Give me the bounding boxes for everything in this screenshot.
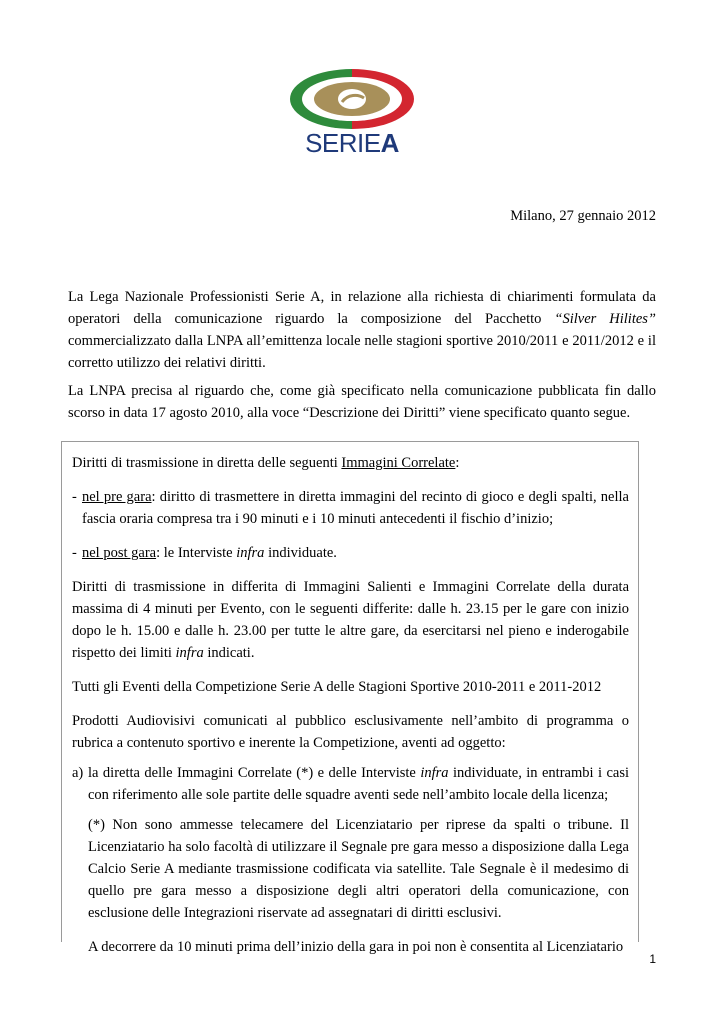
serie-a-emblem-icon <box>286 66 418 130</box>
serie-a-logo <box>286 66 418 166</box>
products-paragraph: Prodotti Audiovisivi comunicati al pubblico esclusivamente nell’ambito di programma o rubrica a contenuto sportivo e inerente la Competizione, aventi ad oggetto: <box>72 713 629 751</box>
document-date: Milano, 27 gennaio 2012 <box>510 208 656 224</box>
events-paragraph: Tutti gli Eventi della Competizione Serie A delle Stagioni Sportive 2010-2011 e 2011-2012 <box>72 679 602 695</box>
intro-section <box>68 286 656 430</box>
logo-wordmark: SERIEA <box>305 128 399 158</box>
intro-paragraph-2: La LNPA precisa al riguardo che, come già specificato nella comunicazione pubblicata fin dallo scorso in data 17 agosto 2010, alla voce “Descrizione dei Diritti” viene specificato quanto segue. <box>68 383 656 421</box>
note-paragraph: (*) Non sono ammesse telecamere del Licenziatario per riprese da spalti o tribune. Il Licenziatario ha solo facoltà di utilizzare il Segnale pre gara messo a disposizione dalla Lega Calcio Serie A mediante trasmissione codificata via satellite. Tale Segnale è il medesimo di quello pre gara messo a disposizione degli altri operatori della comunicazione, con esclusione delle Integrazioni riservate ad assegnatari di diritti esclusivi. <box>88 817 629 921</box>
deferred-rights-paragraph: Diritti di trasmissione in differita di Immagini Salienti e Immagini Correlate della durata massima di 4 minuti per Evento, con le seguenti differite: dalle h. 23.15 per le gare con inizio dopo le h. 15.00 e dalle h. 23.00 per tutte le altre gare, da esercitarsi nel pieno e inderogabile rispetto dei limiti infra indicati. <box>72 579 629 661</box>
post-match-item: - nel post gara: le Interviste infra individuate. <box>72 545 337 561</box>
last-paragraph: A decorrere da 10 minuti prima dell’inizio della gara in poi non è consentita al Licenziatario <box>88 939 624 955</box>
page-number: 1 <box>649 952 656 966</box>
list-item-a: a) la diretta delle Immagini Correlate (*) e delle Interviste infra individuate, in entrambi i casi con riferimento alle sole partite delle squadre aventi sede nell’ambito locale della licenza; <box>72 765 630 803</box>
live-rights-heading: Diritti di trasmissione in diretta delle seguenti Immagini Correlate: <box>72 455 460 471</box>
rights-description-box <box>61 441 639 955</box>
intro-paragraph-1: La Lega Nazionale Professionisti Serie A, in relazione alla richiesta di chiarimenti formulata da operatori della comunicazione riguardo la composizione del Pacchetto “Silver Hilites” commercializzato dalla LNPA all’emittenza locale nelle stagioni sportive 2010/2011 e 2011/2012 e il corretto utilizzo dei relativi diritti. <box>68 289 656 371</box>
pre-match-item: - nel pre gara: diritto di trasmettere in diretta immagini del recinto di gioco e degli spalti, nella fascia oraria compresa tra i 90 minuti e i 10 minuti antecedenti il fischio d’inizio; <box>72 489 629 527</box>
